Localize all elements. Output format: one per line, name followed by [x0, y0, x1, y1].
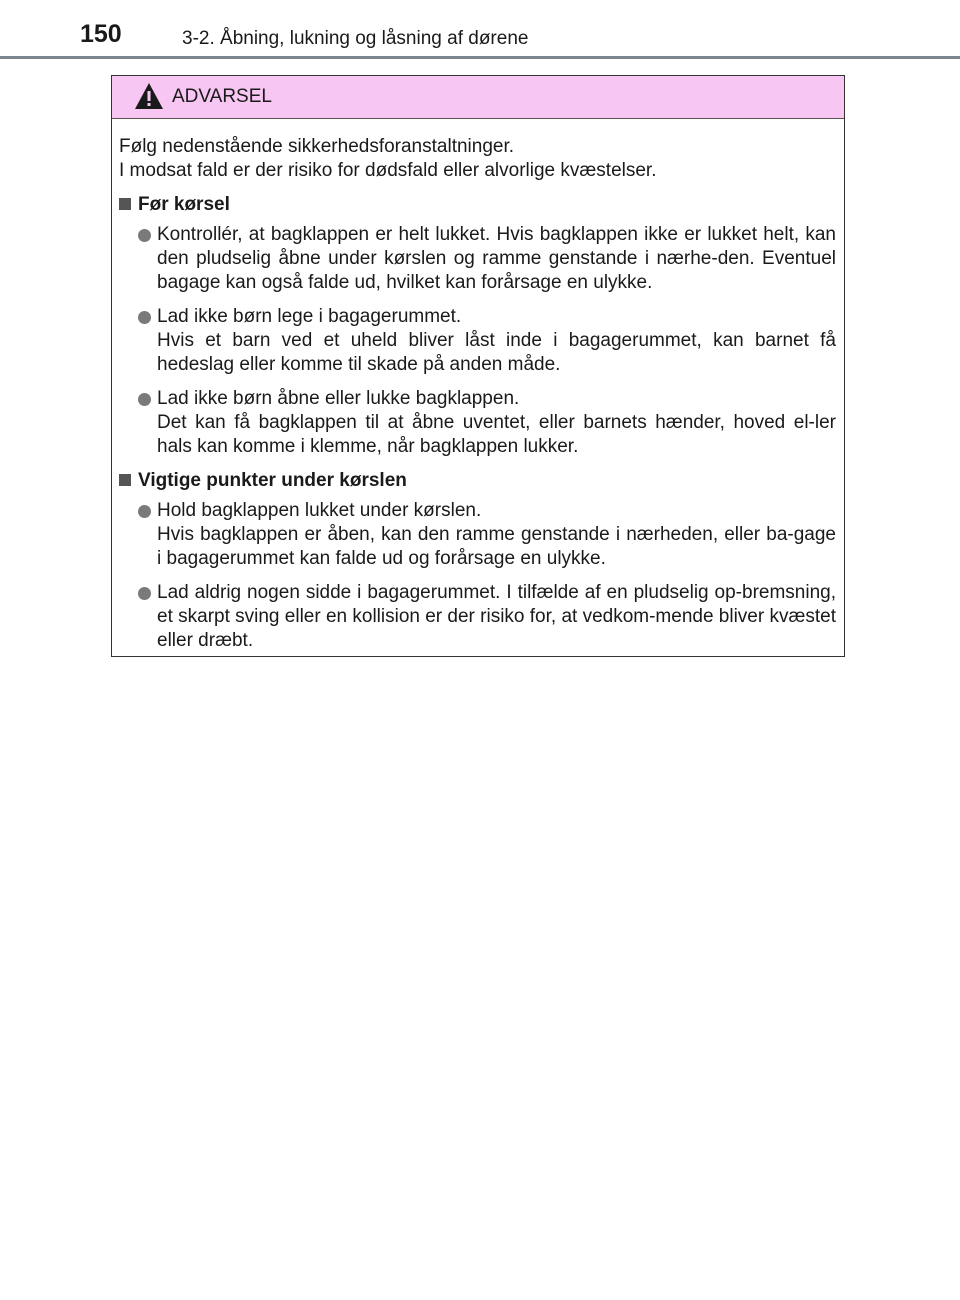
bullet-text: Lad aldrig nogen sidde i bagagerummet. I tilfælde af en pludselig op-bremsning, et skarpt sving eller en kollision er der risiko for, at vedkom-mende bliver kvæstet eller dræbt.	[157, 582, 836, 651]
round-bullet-icon	[138, 393, 151, 406]
square-bullet-icon	[119, 198, 131, 210]
section-heading-during-driving	[119, 469, 836, 493]
warning-intro	[119, 135, 836, 183]
warning-box	[111, 75, 845, 657]
page-header	[0, 0, 960, 60]
bullet-text: Hvis bagklappen er åben, kan den ramme genstande i nærheden, eller ba-gage i bagagerummet kan falde ud og forårsage en ulykke.	[157, 524, 836, 569]
bullet-text: Lad ikke børn lege i bagagerummet.	[157, 306, 462, 327]
intro-line: Følg nedenstående sikkerhedsforanstaltninger.	[119, 136, 515, 157]
section-heading-before-driving	[119, 193, 836, 217]
round-bullet-icon	[138, 505, 151, 518]
bullet-text: Kontrollér, at bagklappen er helt lukket. Hvis bagklappen ikke er lukket helt, kan den pludselig åbne under kørslen og ramme genstande i nærhe-den. Eventuel bagage kan også falde ud, hvilket kan forårsage en ulykke.	[157, 224, 836, 293]
round-bullet-icon	[138, 311, 151, 324]
section-title: 3-2. Åbning, lukning og låsning af dørene	[182, 28, 529, 49]
round-bullet-icon	[138, 587, 151, 600]
warning-triangle-icon	[134, 82, 164, 110]
list-item	[119, 581, 836, 653]
header-rule	[0, 56, 960, 59]
bullet-text: Hold bagklappen lukket under kørslen.	[157, 500, 482, 521]
warning-body	[112, 119, 844, 653]
warning-header	[112, 76, 844, 119]
bullet-text: Det kan få bagklappen til at åbne uventet, eller barnets hænder, hoved el-ler hals kan komme i klemme, når bagklappen lukker.	[157, 412, 836, 457]
square-bullet-icon	[119, 474, 131, 486]
list-item	[119, 305, 836, 377]
section-heading-text: Før kørsel	[138, 194, 230, 215]
section-heading-text: Vigtige punkter under kørslen	[138, 470, 407, 491]
bullet-text: Hvis et barn ved et uheld bliver låst inde i bagagerummet, kan barnet få hedeslag eller komme til skade på anden måde.	[157, 330, 836, 375]
list-item	[119, 387, 836, 459]
list-item	[119, 499, 836, 571]
warning-title: ADVARSEL	[172, 86, 272, 107]
list-item	[119, 223, 836, 295]
bullet-text: Lad ikke børn åbne eller lukke bagklappen.	[157, 388, 520, 409]
round-bullet-icon	[138, 229, 151, 242]
page-number: 150	[80, 20, 122, 48]
intro-line: I modsat fald er der risiko for dødsfald eller alvorlige kvæstelser.	[119, 160, 657, 181]
